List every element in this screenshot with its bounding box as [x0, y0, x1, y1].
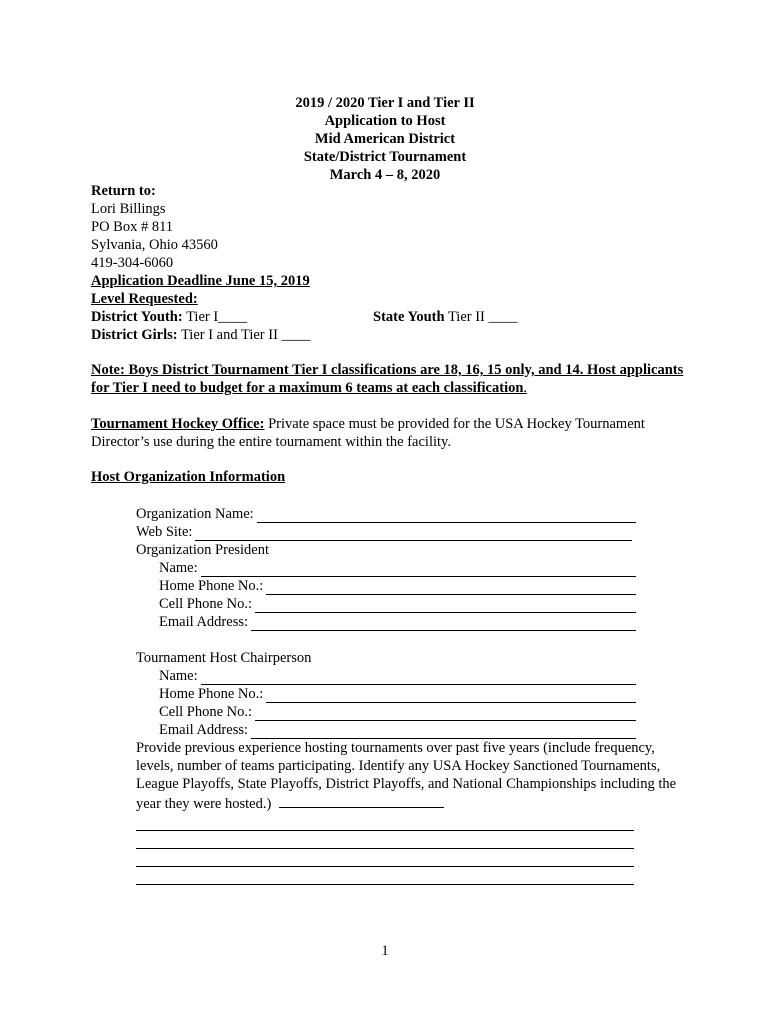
office-label: Tournament Hockey Office: — [91, 416, 265, 432]
office-text: Private space must be provided for the USA Hockey Tournament Director’s use during the entire tournament within the facility. — [91, 416, 645, 450]
chair-email-field[interactable] — [251, 724, 636, 739]
experience-paragraph — [136, 739, 686, 813]
pres-name-field[interactable] — [201, 562, 636, 577]
title-line-4: State/District Tournament — [303, 149, 467, 165]
web-site-label: Web Site: — [136, 524, 193, 540]
pres-home-label: Home Phone No.: — [159, 578, 264, 594]
org-name-label: Organization Name: — [136, 506, 254, 522]
chair-email-label: Email Address: — [159, 722, 249, 738]
state-youth-value[interactable]: Tier II ____ — [447, 309, 518, 325]
chair-cell-row — [136, 703, 636, 721]
note-paragraph — [91, 361, 691, 397]
pres-home-row — [136, 577, 636, 595]
title-line-3: Mid American District — [314, 131, 456, 147]
state-youth — [373, 308, 518, 326]
return-name: Lori Billings — [91, 201, 166, 217]
return-city: Sylvania, Ohio 43560 — [91, 237, 218, 253]
chair-home-label: Home Phone No.: — [159, 686, 264, 702]
district-youth-value[interactable]: Tier I____ — [186, 309, 248, 325]
answer-line-1[interactable] — [136, 813, 636, 831]
return-heading: Return to: — [91, 183, 156, 199]
host-form — [136, 505, 677, 885]
pres-email-field[interactable] — [251, 616, 636, 631]
district-girls-value[interactable]: Tier I and Tier II ____ — [180, 327, 311, 343]
chair-home-field[interactable] — [266, 688, 636, 703]
host-heading: Host Organization Information — [91, 469, 286, 485]
chair-heading: Tournament Host Chairperson — [136, 650, 312, 666]
answer-line-2[interactable] — [136, 831, 636, 849]
return-phone: 419-304-6060 — [91, 255, 174, 271]
district-youth-label: District Youth: — [91, 309, 183, 325]
title-block — [0, 94, 770, 184]
district-girls-label: District Girls: — [91, 327, 178, 343]
title-line-1: 2019 / 2020 Tier I and Tier II — [295, 95, 475, 111]
chair-cell-label: Cell Phone No.: — [159, 704, 253, 720]
pres-cell-row — [136, 595, 636, 613]
pres-cell-field[interactable] — [255, 598, 636, 613]
chair-home-row — [136, 685, 636, 703]
office-paragraph — [91, 415, 691, 451]
level-girls-row — [91, 326, 691, 344]
chair-name-row — [136, 667, 636, 685]
level-youth-row — [91, 308, 691, 326]
pres-name-label: Name: — [159, 560, 198, 576]
pres-email-label: Email Address: — [159, 614, 249, 630]
experience-field-start[interactable] — [279, 793, 444, 808]
page-number: 1 — [381, 943, 389, 959]
title-line-5: March 4 – 8, 2020 — [329, 167, 441, 183]
chair-name-field[interactable] — [201, 670, 636, 685]
org-name-field[interactable] — [257, 508, 636, 523]
chair-email-row — [136, 721, 636, 739]
pres-home-field[interactable] — [266, 580, 636, 595]
note-text: Note: Boys District Tournament Tier I classifications are 18, 16, 15 only, and 14. Host applicants for Tier I need to budget for a maximum 6 teams at each classification — [91, 362, 684, 396]
chair-name-label: Name: — [159, 668, 198, 684]
web-site-field[interactable] — [195, 526, 632, 541]
answer-line-4[interactable] — [136, 867, 636, 885]
return-block — [91, 182, 691, 344]
chair-cell-field[interactable] — [255, 706, 636, 721]
pres-cell-label: Cell Phone No.: — [159, 596, 253, 612]
pres-name-row — [136, 559, 636, 577]
level-heading: Level Requested: — [91, 291, 198, 307]
pres-email-row — [136, 613, 636, 631]
spacer — [136, 631, 636, 649]
deadline: Application Deadline June 15, 2019 — [91, 273, 310, 289]
note-period: . — [523, 380, 528, 396]
title-line-2: Application to Host — [324, 113, 446, 129]
answer-line-3[interactable] — [136, 849, 636, 867]
org-name-row — [136, 505, 636, 523]
experience-text: Provide previous experience hosting tournaments over past five years (include frequency, levels, number of teams participating. Identify any USA Hockey Sanctioned Tournaments, League Playoffs, State Playoffs, District Playoffs, and National Championships including the year they were hosted.) — [136, 740, 677, 812]
state-youth-label: State Youth — [373, 309, 445, 325]
web-site-row — [136, 523, 636, 541]
return-box: PO Box # 811 — [91, 219, 174, 235]
president-heading: Organization President — [136, 542, 270, 558]
